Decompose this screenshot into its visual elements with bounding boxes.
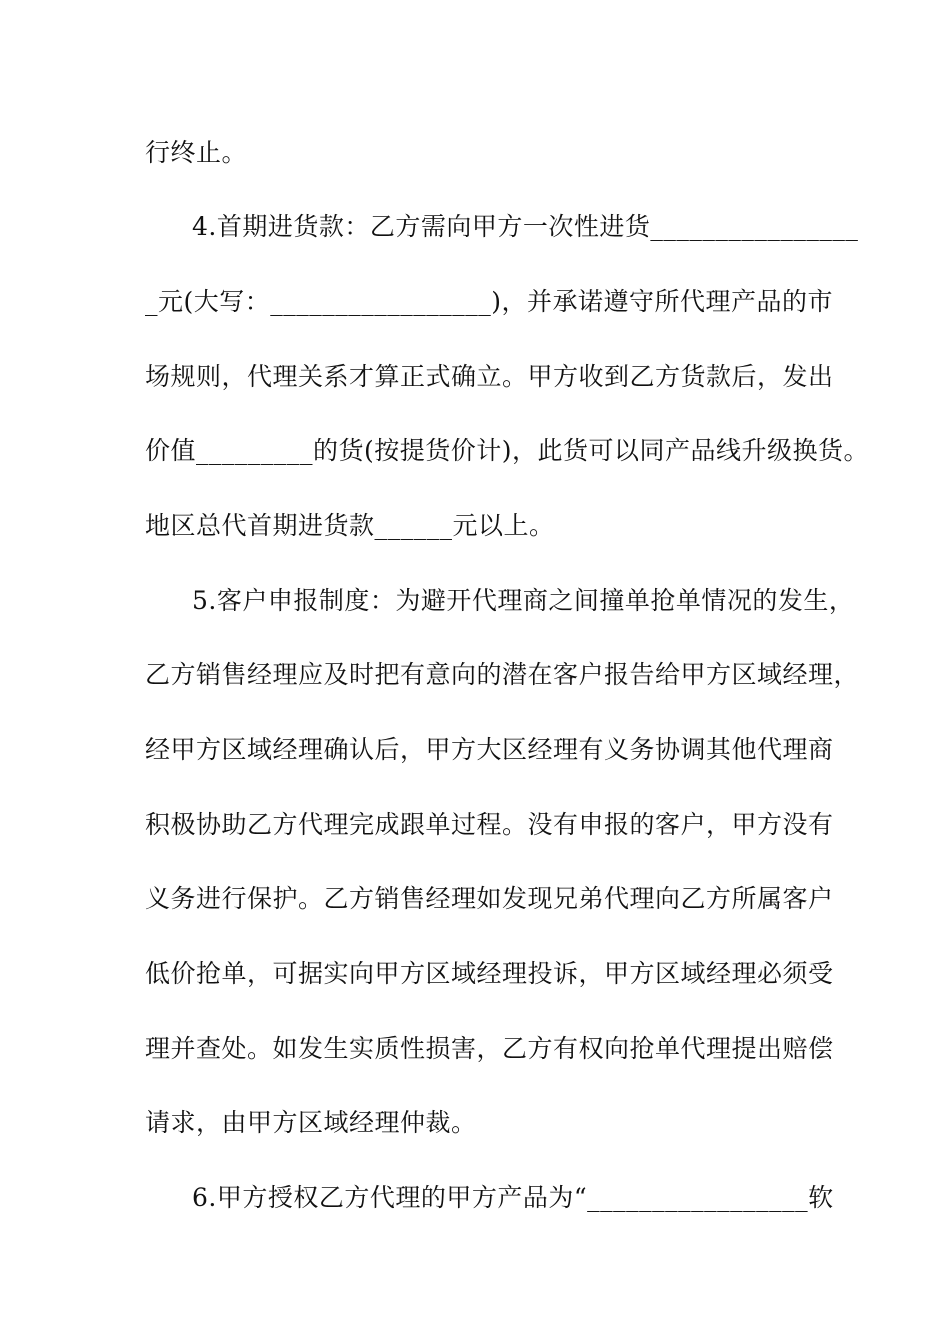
paragraph-line: _元(大写：_________________)，并承诺遵守所代理产品的市 — [145, 287, 834, 316]
paragraph-line: 场规则，代理关系才算正式确立。甲方收到乙方货款后，发出 — [145, 362, 834, 391]
paragraph-line: 请求，由甲方区域经理仲裁。 — [145, 1108, 477, 1137]
paragraph-line: 低价抢单，可据实向甲方区域经理投诉，甲方区域经理必须受 — [145, 959, 834, 988]
paragraph-line: 6.甲方授权乙方代理的甲方产品为“_________________软 — [192, 1183, 834, 1212]
paragraph-line: 5.客户申报制度：为避开代理商之间撞单抢单情况的发生， — [192, 586, 855, 615]
paragraph-line: 行终止。 — [145, 138, 248, 167]
paragraph-line: 经甲方区域经理确认后，甲方大区经理有义务协调其他代理商 — [145, 735, 834, 764]
paragraph-line: 义务进行保护。乙方销售经理如发现兄弟代理向乙方所属客户 — [145, 884, 834, 913]
paragraph-line: 价值_________的货(按提货价计)，此货可以同产品线升级换货。 — [145, 436, 870, 465]
paragraph-line: 4.首期进货款：乙方需向甲方一次性进货________________ — [192, 212, 859, 241]
paragraph-line: 积极协助乙方代理完成跟单过程。没有申报的客户，甲方没有 — [145, 810, 834, 839]
paragraph-line: 地区总代首期进货款______元以上。 — [145, 511, 555, 540]
paragraph-line: 理并查处。如发生实质性损害，乙方有权向抢单代理提出赔偿 — [145, 1034, 834, 1063]
paragraph-line: 乙方销售经理应及时把有意向的潜在客户报告给甲方区域经理， — [145, 660, 860, 689]
